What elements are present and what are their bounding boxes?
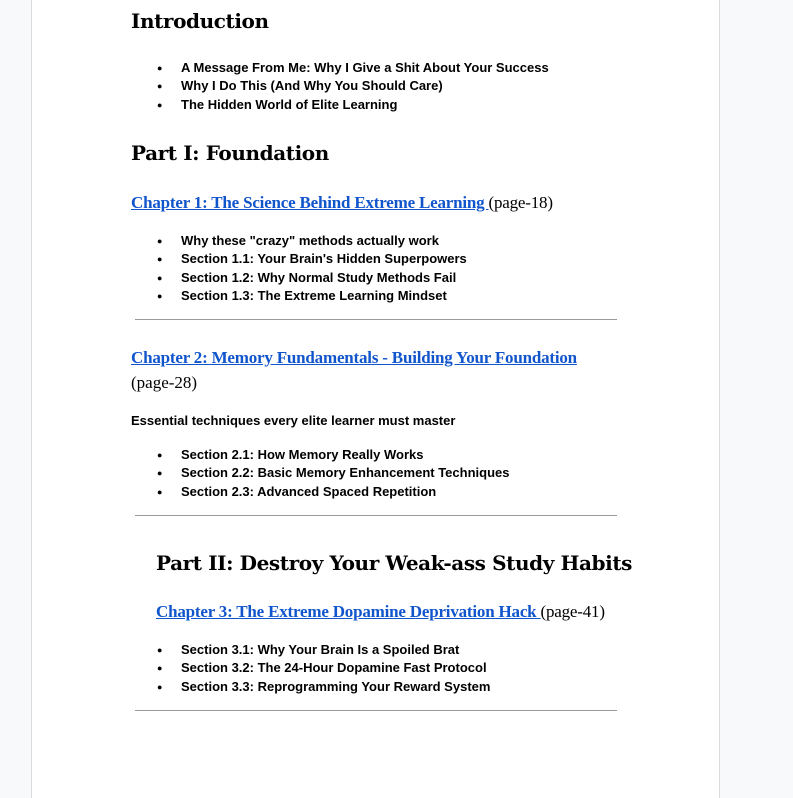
- chapter2-description: Essential techniques every elite learner must master: [131, 413, 456, 428]
- chapter3-link[interactable]: Chapter 3: The Extreme Dopamine Deprivation Hack: [156, 602, 541, 621]
- introduction-list: [131, 59, 549, 114]
- chapter1-link[interactable]: Chapter 1: The Science Behind Extreme Learning: [131, 193, 489, 212]
- chapter3-title: [156, 602, 605, 622]
- section-divider: [135, 710, 617, 711]
- chapter2-link[interactable]: Chapter 2: Memory Fundamentals - Building Your Foundation: [131, 348, 577, 367]
- chapter2-page-ref: (page-28): [131, 373, 198, 392]
- chapter1-title: [131, 193, 553, 213]
- part2-heading: Part II: Destroy Your Weak-ass Study Habits: [156, 551, 633, 575]
- section-divider: [135, 319, 617, 320]
- list-item: ● Section 3.1: Why Your Brain Is a Spoiled Brat: [131, 641, 490, 659]
- section-divider: [135, 515, 617, 516]
- chapter2-list: [131, 446, 509, 501]
- chapter3-list: [131, 641, 490, 696]
- list-item: ● Section 2.1: How Memory Really Works: [131, 446, 509, 464]
- chapter1-list: [131, 232, 467, 305]
- list-item: ● Section 1.3: The Extreme Learning Mindset: [131, 287, 467, 305]
- chapter1-page-ref: (page-18): [488, 193, 553, 212]
- list-item: ● The Hidden World of Elite Learning: [131, 96, 549, 114]
- list-item: ● Section 1.1: Your Brain's Hidden Superpowers: [131, 250, 467, 268]
- part1-heading: Part I: Foundation: [131, 141, 329, 165]
- list-item: ● Why I Do This (And Why You Should Care): [131, 77, 549, 95]
- list-item: ● A Message From Me: Why I Give a Shit About Your Success: [131, 59, 549, 77]
- introduction-heading: Introduction: [131, 9, 269, 33]
- list-item: ● Section 3.3: Reprogramming Your Reward System: [131, 678, 490, 696]
- list-item: ● Section 1.2: Why Normal Study Methods Fail: [131, 269, 467, 287]
- list-item: ● Why these "crazy" methods actually work: [131, 232, 467, 250]
- chapter3-page-ref: (page-41): [540, 602, 605, 621]
- list-item: ● Section 2.2: Basic Memory Enhancement Techniques: [131, 464, 509, 482]
- list-item: ● Section 3.2: The 24-Hour Dopamine Fast Protocol: [131, 659, 490, 677]
- list-item: ● Section 2.3: Advanced Spaced Repetition: [131, 483, 509, 501]
- chapter2-title: [131, 348, 577, 368]
